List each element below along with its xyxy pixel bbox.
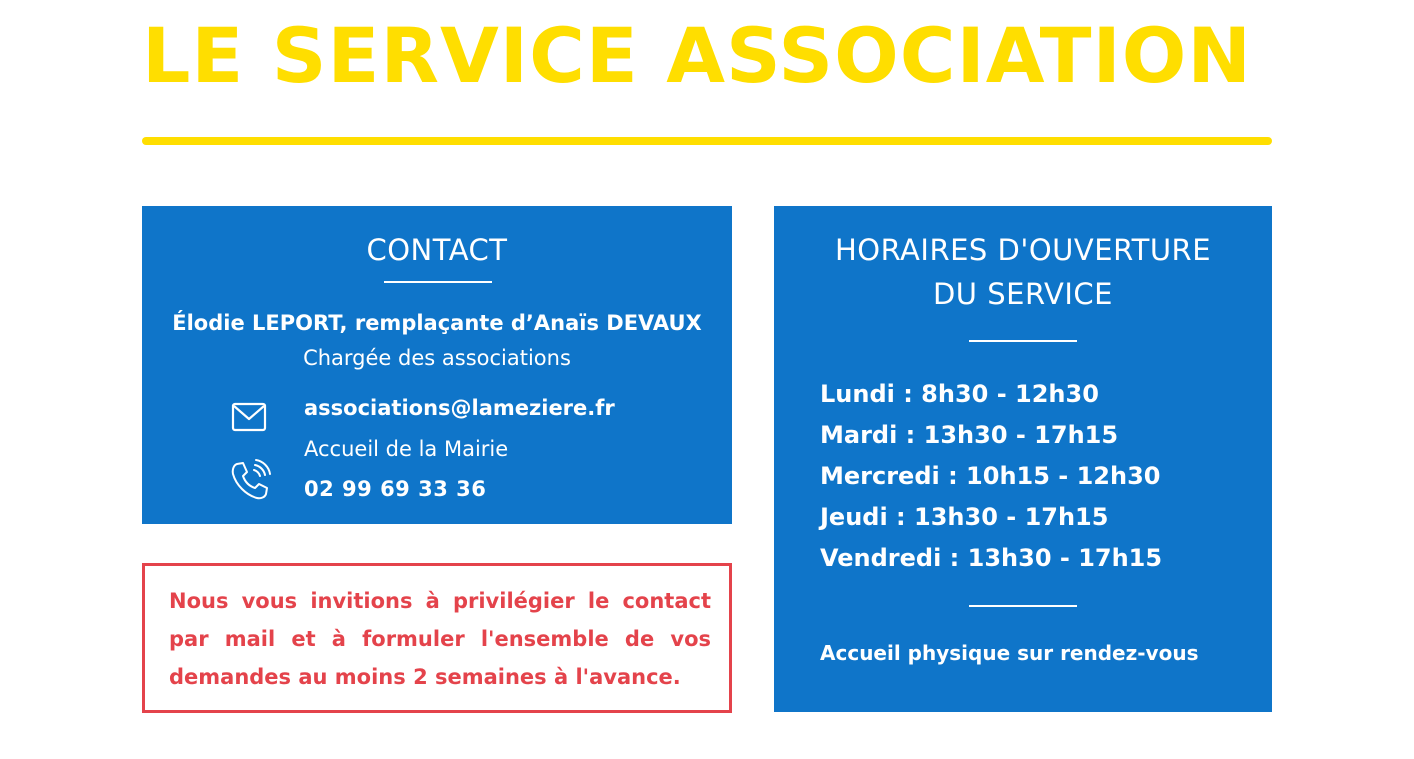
hours-item-jeudi: Jeudi : 13h30 - 17h15 [820, 503, 1109, 531]
contact-email-link[interactable]: associations@lameziere.fr [304, 396, 615, 420]
contact-phone-link[interactable]: 02 99 69 33 36 [304, 477, 487, 501]
hours-heading-line2: DU SERVICE [932, 277, 1114, 311]
contact-role: Chargée des associations [303, 346, 571, 370]
notice-text: Nous vous invitions à privilégier le contact par mail et à formuler l'ensemble de vos demandes au moins 2 semaines à l'avance. [169, 589, 711, 689]
hours-item-mercredi: Mercredi : 10h15 - 12h30 [820, 462, 1161, 490]
contact-accueil: Accueil de la Mairie [304, 437, 509, 461]
page-title: LE SERVICE ASSOCIATION [142, 11, 1253, 100]
hours-item-vendredi: Vendredi : 13h30 - 17h15 [820, 544, 1163, 572]
hours-list [820, 374, 1162, 579]
phone-icon [228, 458, 272, 502]
hours-item-mardi: Mardi : 13h30 - 17h15 [820, 421, 1119, 449]
notice-panel [142, 563, 732, 713]
hours-heading-line1: HORAIRES D'OUVERTURE [834, 233, 1212, 267]
hours-heading-divider [969, 340, 1077, 342]
contact-heading: CONTACT [366, 233, 508, 267]
contact-name: Élodie LEPORT, remplaçante d’Anaïs DEVAUX [172, 311, 702, 335]
contact-heading-divider [384, 281, 492, 283]
hours-heading [774, 228, 1272, 316]
mail-icon [231, 402, 267, 432]
hours-note: Accueil physique sur rendez-vous [820, 641, 1199, 665]
hours-bottom-divider [969, 605, 1077, 607]
title-underline [142, 137, 1272, 145]
hours-item-lundi: Lundi : 8h30 - 12h30 [820, 380, 1099, 408]
